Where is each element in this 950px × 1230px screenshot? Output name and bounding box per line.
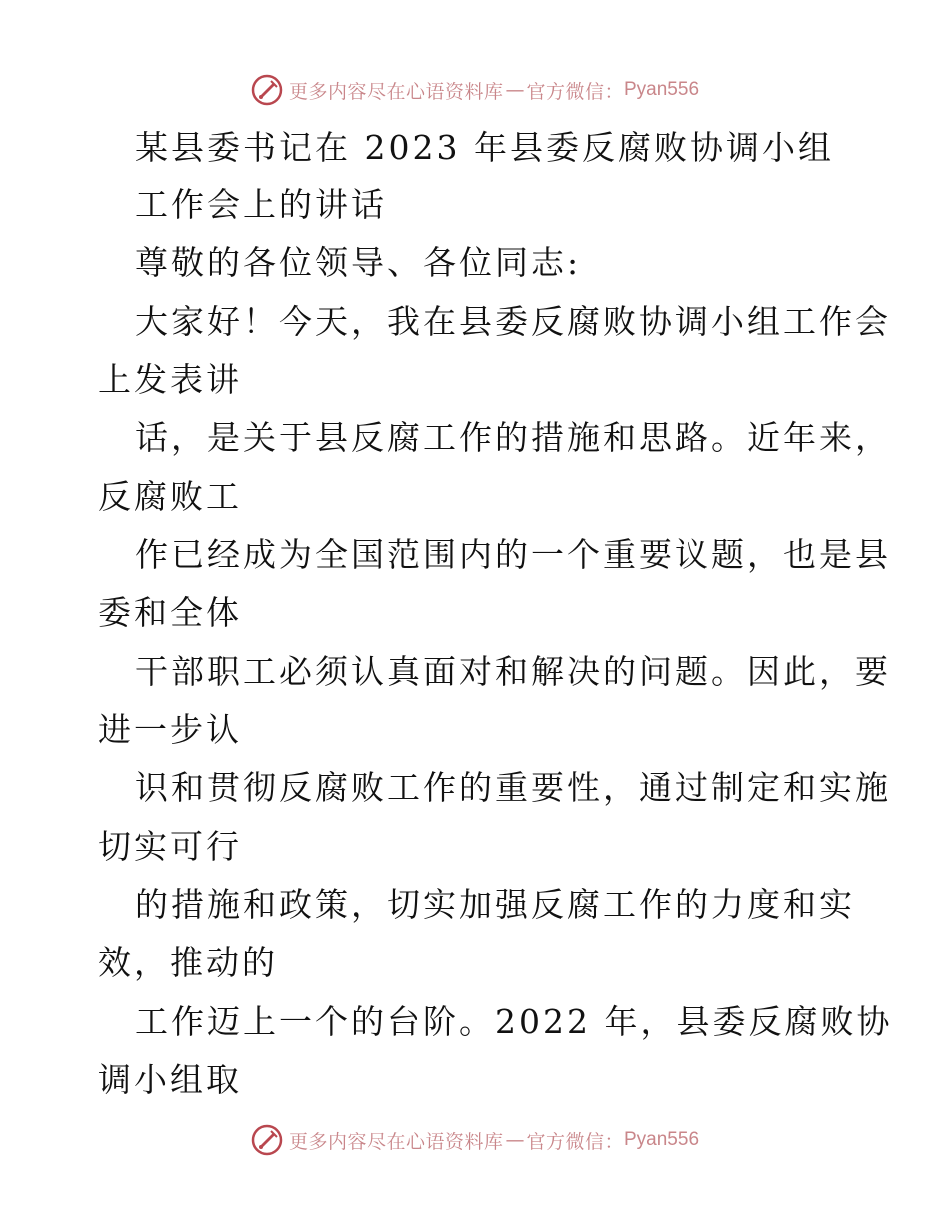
body-line: 的措施和政策，切实加强反腐工作的力度和实 bbox=[135, 885, 855, 924]
watermark-id: Pyan556 bbox=[624, 79, 700, 100]
body-line: 识和贯彻反腐败工作的重要性，通过制定和实施 bbox=[135, 768, 891, 807]
watermark-text: 更多内容尽在心语资料库 bbox=[288, 1130, 504, 1153]
body-line: 反腐败工 bbox=[98, 477, 242, 516]
header-watermark bbox=[0, 70, 950, 110]
body-line: 委和全体 bbox=[98, 593, 242, 632]
watermark-text: 更多内容尽在心语资料库 bbox=[288, 80, 504, 103]
document-title-line-1: 某县委书记在 2023 年县委反腐败协调小组 bbox=[135, 128, 834, 167]
body-line: 上发表讲 bbox=[98, 360, 242, 399]
watermark-separator: — bbox=[505, 79, 525, 101]
quill-seal-icon bbox=[251, 1124, 283, 1156]
body-line: 进一步认 bbox=[98, 710, 242, 749]
body-line: 大家好！今天，我在县委反腐败协调小组工作会 bbox=[135, 302, 891, 341]
watermark-id: Pyan556 bbox=[624, 1129, 700, 1150]
watermark-label: 官方微信： bbox=[526, 1130, 624, 1153]
body-line: 效，推动的 bbox=[98, 943, 278, 982]
watermark-separator: — bbox=[505, 1129, 525, 1151]
footer-watermark bbox=[0, 1120, 950, 1160]
quill-seal-icon bbox=[251, 74, 283, 106]
body-line: 切实可行 bbox=[98, 827, 242, 866]
document-title-line-2: 工作会上的讲话 bbox=[135, 185, 387, 224]
salutation: 尊敬的各位领导、各位同志: bbox=[135, 243, 582, 282]
body-line: 话，是关于县反腐工作的措施和思路。近年来， bbox=[135, 418, 891, 457]
body-line: 调小组取 bbox=[98, 1060, 242, 1099]
body-line: 工作迈上一个的台阶。2022 年，县委反腐败协 bbox=[135, 1002, 893, 1041]
body-line: 干部职工必须认真面对和解决的问题。因此，要 bbox=[135, 652, 891, 691]
watermark-label: 官方微信： bbox=[526, 80, 624, 103]
body-line: 作已经成为全国范围内的一个重要议题，也是县 bbox=[135, 535, 891, 574]
